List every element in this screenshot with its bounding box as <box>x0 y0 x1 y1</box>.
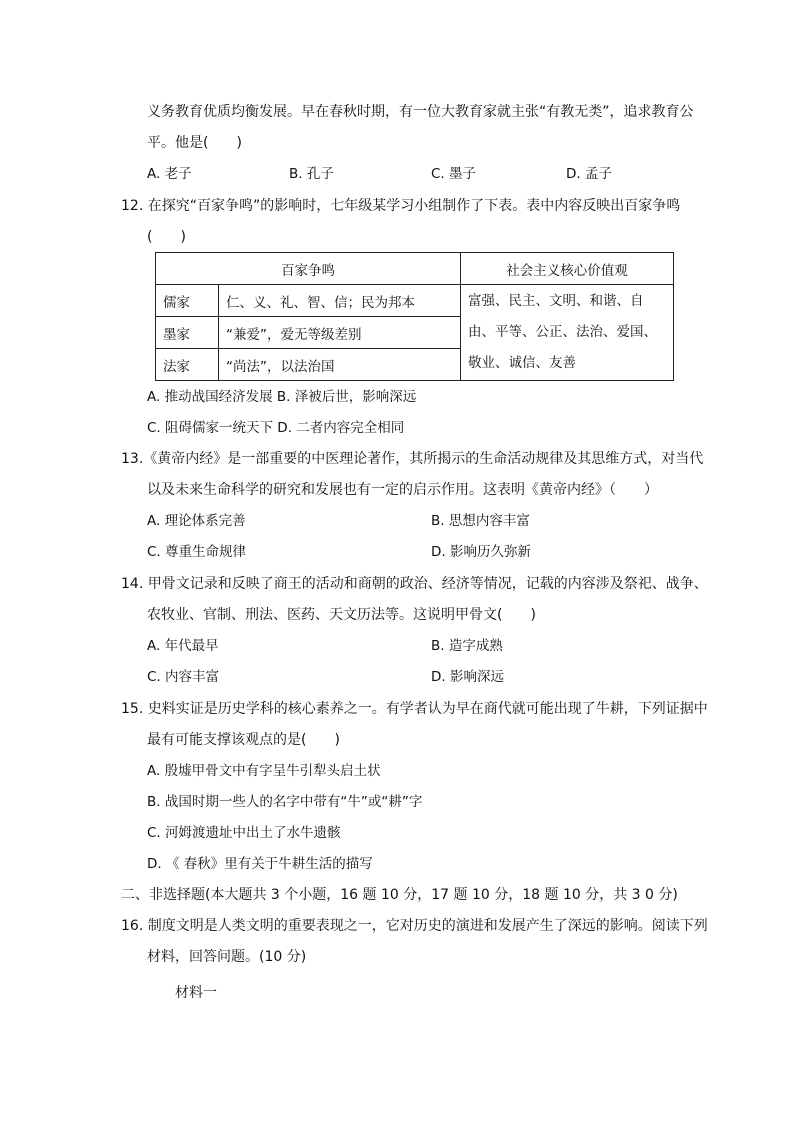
q13-option-a[interactable]: A. 理论体系完善 <box>147 513 246 529</box>
table-cell-school: 儒家 <box>156 285 219 317</box>
q13-stem-line2: 以及未来生命科学的研究和发展也有一定的启示作用。这表明《黄帝内经》（ ） <box>147 482 658 498</box>
table-cell-content: “兼爱”，爱无等级差别 <box>219 317 461 349</box>
table-cell-school: 法家 <box>156 349 219 381</box>
q14-option-a[interactable]: A. 年代最早 <box>147 638 219 654</box>
q14-option-b[interactable]: B. 造字成熟 <box>431 638 503 654</box>
q11-option-a[interactable]: A. 老子 <box>147 166 192 182</box>
table-cell-content: 仁、义、礼、智、信；民为邦本 <box>219 285 461 317</box>
q14-stem-line2: 农牧业、官制、刑法、医药、天文历法等。这说明甲骨文( ) <box>147 607 536 623</box>
table-cell-school: 墨家 <box>156 317 219 349</box>
q12-stem-line2: ( ) <box>147 229 186 245</box>
comparison-table <box>155 252 674 381</box>
q13-option-d[interactable]: D. 影响历久弥新 <box>431 544 531 560</box>
q15-option-d[interactable]: D. 《 春秋》里有关于牛耕生活的描写 <box>147 856 373 872</box>
table-cell-core-values: 富强、民主、文明、和谐、自由、平等、公正、法治、爱国、敬业、诚信、友善 <box>461 285 674 381</box>
table-header-values: 社会主义核心价值观 <box>461 253 674 285</box>
q15-stem-line1: 15. 史料实证是历史学科的核心素养之一。有学者认为早在商代就可能出现了牛耕，下列证据中 <box>121 701 708 717</box>
q12-options-cd[interactable]: C. 阻碍儒家一统天下 D. 二者内容完全相同 <box>147 420 405 436</box>
q15-option-a[interactable]: A. 殷墟甲骨文中有字呈牛引犁头启土状 <box>147 763 381 779</box>
q15-stem-line2: 最有可能支撑该观点的是( ) <box>147 732 340 748</box>
q11-text-line2: 平。他是( ) <box>147 135 242 151</box>
q15-option-b[interactable]: B. 战国时期一些人的名字中带有“牛”或“耕”字 <box>147 794 423 810</box>
q15-option-c[interactable]: C. 河姆渡遗址中出土了水牛遗骸 <box>147 825 341 841</box>
q16-material-label: 材料一 <box>175 985 217 1001</box>
q13-option-c[interactable]: C. 尊重生命规律 <box>147 544 247 560</box>
q11-option-c[interactable]: C. 墨子 <box>431 166 477 182</box>
section-heading-non-choice: 二、非选择题(本大题共 3 个小题，16 题 10 分，17 题 10 分，18 题 10 分，共 3 0 分) <box>121 887 678 903</box>
q14-option-c[interactable]: C. 内容丰富 <box>147 669 220 685</box>
q11-text-line1: 义务教育优质均衡发展。早在春秋时期，有一位大教育家就主张“有教无类”，追求教育公 <box>147 104 694 120</box>
q16-stem-line2: 材料，回答问题。(10 分) <box>147 949 307 965</box>
q16-stem-line1: 16. 制度文明是人类文明的重要表现之一，它对历史的演进和发展产生了深远的影响。阅读下列 <box>121 918 708 934</box>
q14-stem-line1: 14. 甲骨文记录和反映了商王的活动和商朝的政治、经济等情况，记载的内容涉及祭祀、战争、 <box>121 576 708 592</box>
q13-stem-line1: 13.《黄帝内经》是一部重要的中医理论著作，其所揭示的生命活动规律及其思维方式，对当代 <box>121 451 704 467</box>
q12-stem-line1: 12. 在探究“百家争鸣”的影响时，七年级某学习小组制作了下表。表中内容反映出百家争鸣 <box>121 198 681 214</box>
q11-option-b[interactable]: B. 孔子 <box>289 166 334 182</box>
q14-option-d[interactable]: D. 影响深远 <box>431 669 504 685</box>
q13-option-b[interactable]: B. 思想内容丰富 <box>431 513 530 529</box>
table-header-schools: 百家争鸣 <box>156 253 461 285</box>
table-cell-content: “尚法”，以法治国 <box>219 349 461 381</box>
q11-option-d[interactable]: D. 孟子 <box>566 166 612 182</box>
q12-options-ab[interactable]: A. 推动战国经济发展 B. 泽被后世，影响深远 <box>147 389 417 405</box>
